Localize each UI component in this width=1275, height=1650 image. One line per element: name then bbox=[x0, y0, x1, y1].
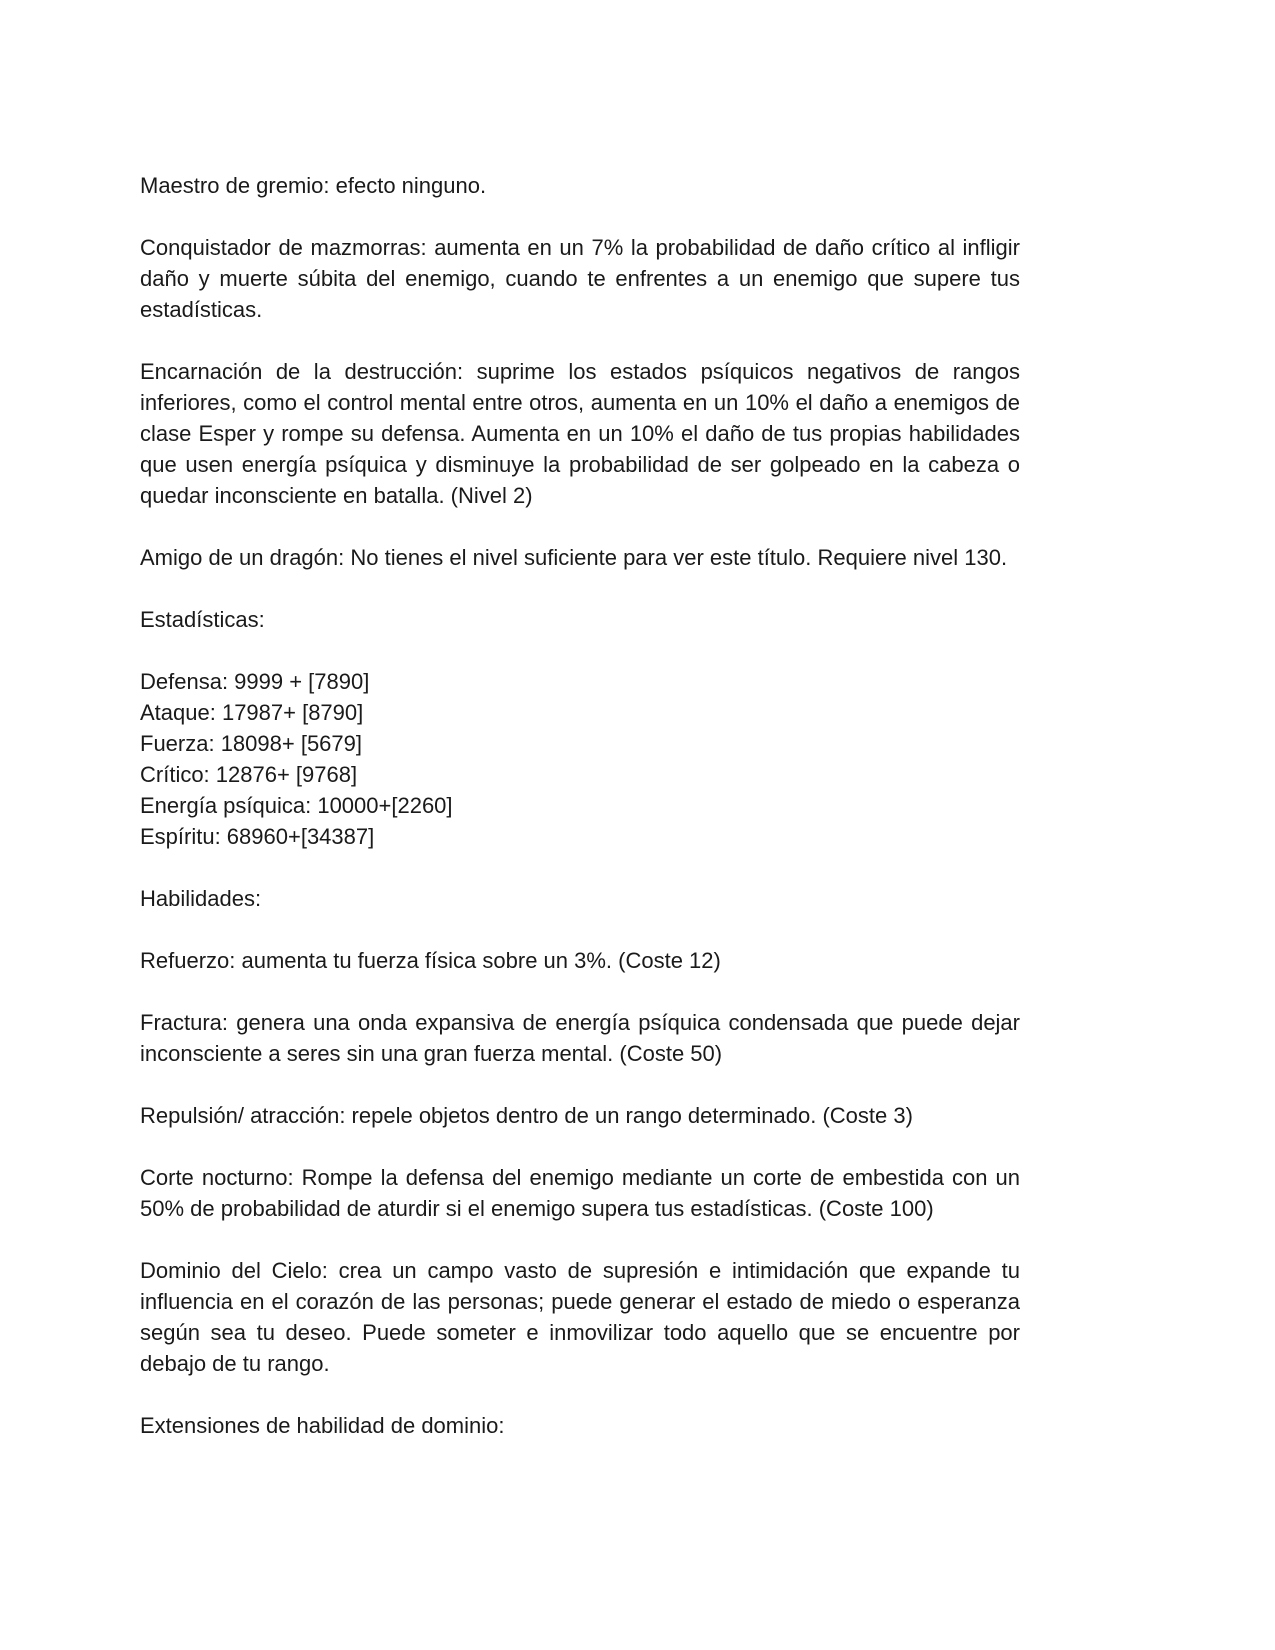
stat-attack: Ataque: 17987+ [8790] bbox=[140, 700, 364, 725]
stat-strength: Fuerza: 18098+ [5679] bbox=[140, 731, 362, 756]
extensions-heading: Extensiones de habilidad de dominio: bbox=[140, 1413, 505, 1438]
stat-psychic-energy: Energía psíquica: 10000+[2260] bbox=[140, 793, 453, 818]
title-dungeon-conqueror: Conquistador de mazmorras: aumenta en un 7% la probabilidad de daño crítico al infligir daño y muerte súbita del enemigo, cuando te enfrentes a un enemigo que supere tus estadísticas. bbox=[140, 235, 1020, 322]
stats-heading: Estadísticas: bbox=[140, 607, 265, 632]
stats-list bbox=[140, 666, 1020, 852]
skill-repulsion-attraction: Repulsión/ atracción: repele objetos dentro de un rango determinado. (Coste 3) bbox=[140, 1103, 913, 1128]
skills-heading: Habilidades: bbox=[140, 886, 262, 911]
title-dragon-friend: Amigo de un dragón: No tienes el nivel suficiente para ver este título. Requiere nivel 130. bbox=[140, 545, 1008, 570]
title-guild-master: Maestro de gremio: efecto ninguno. bbox=[140, 173, 487, 198]
stat-spirit: Espíritu: 68960+[34387] bbox=[140, 824, 375, 849]
skill-sky-domain: Dominio del Cielo: crea un campo vasto de supresión e intimidación que expande tu influencia en el corazón de las personas; puede generar el estado de miedo o esperanza según sea tu deseo. Puede someter e inmovilizar todo aquello que se encuentre por debajo de tu rango. bbox=[140, 1258, 1020, 1376]
document-body bbox=[140, 170, 1020, 1441]
skill-fracture: Fractura: genera una onda expansiva de energía psíquica condensada que puede dejar inconsciente a seres sin una gran fuerza mental. (Coste 50) bbox=[140, 1010, 1020, 1066]
stat-defense: Defensa: 9999 + [7890] bbox=[140, 669, 370, 694]
skill-reinforcement: Refuerzo: aumenta tu fuerza física sobre un 3%. (Coste 12) bbox=[140, 948, 721, 973]
title-destruction-incarnation: Encarnación de la destrucción: suprime los estados psíquicos negativos de rangos inferiores, como el control mental entre otros, aumenta en un 10% el daño a enemigos de clase Esper y rompe su defensa. Aumenta en un 10% el daño de tus propias habilidades que usen energía psíquica y disminuye la probabilidad de ser golpeado en la cabeza o quedar inconsciente en batalla. (Nivel 2) bbox=[140, 359, 1020, 508]
stat-critical: Crítico: 12876+ [9768] bbox=[140, 762, 358, 787]
skill-night-cut: Corte nocturno: Rompe la defensa del enemigo mediante un corte de embestida con un 50% de probabilidad de aturdir si el enemigo supera tus estadísticas. (Coste 100) bbox=[140, 1165, 1020, 1221]
